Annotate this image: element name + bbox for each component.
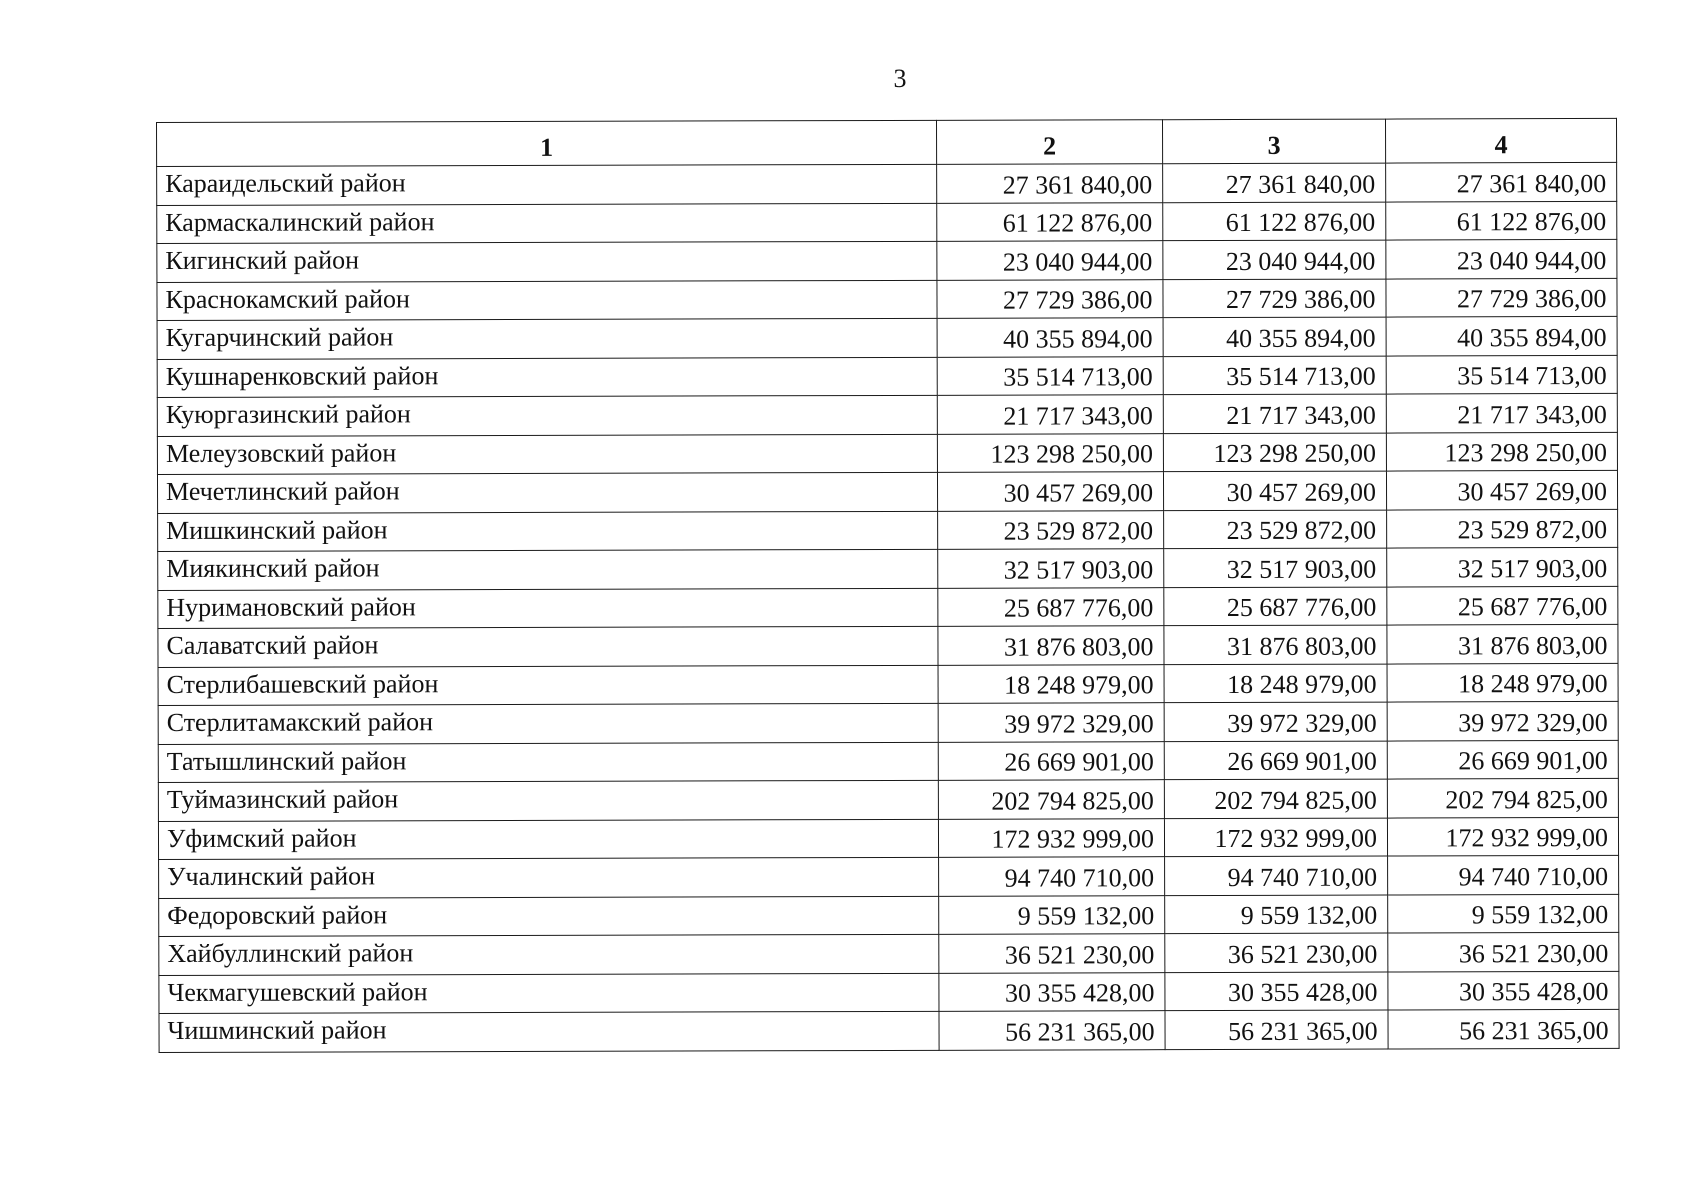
amount-cell-col4: 26 669 901,00: [1387, 740, 1618, 779]
table-container: [156, 118, 1619, 1053]
district-name-cell: Кугарчинский район: [157, 318, 937, 359]
amount-cell-col2: 123 298 250,00: [937, 433, 1163, 472]
amount-cell-col3: 61 122 876,00: [1163, 202, 1386, 241]
amount-cell-col3: 21 717 343,00: [1163, 394, 1386, 433]
amount-cell-col3: 31 876 803,00: [1164, 625, 1387, 664]
amount-cell-col2: 27 361 840,00: [937, 164, 1163, 203]
table-row: [157, 470, 1617, 513]
table-row: [157, 201, 1617, 244]
amount-cell-col3: 35 514 713,00: [1163, 356, 1386, 395]
amount-cell-col3: 39 972 329,00: [1164, 702, 1387, 741]
district-name-cell: Куюргазинский район: [157, 395, 937, 436]
amount-cell-col2: 18 248 979,00: [938, 664, 1164, 703]
amount-cell-col4: 27 729 386,00: [1386, 278, 1617, 317]
amount-cell-col4: 32 517 903,00: [1387, 547, 1618, 586]
amount-cell-col2: 202 794 825,00: [938, 780, 1164, 819]
amount-cell-col2: 32 517 903,00: [938, 549, 1164, 588]
amount-cell-col2: 9 559 132,00: [939, 895, 1165, 934]
amount-cell-col3: 36 521 230,00: [1165, 933, 1388, 972]
table-row: [157, 432, 1617, 475]
district-name-cell: Мишкинский район: [158, 511, 938, 552]
table-row: [158, 624, 1618, 667]
amount-cell-col3: 172 932 999,00: [1164, 818, 1387, 857]
amount-cell-col3: 26 669 901,00: [1164, 741, 1387, 780]
amount-cell-col2: 61 122 876,00: [937, 202, 1163, 241]
district-name-cell: Чишминский район: [159, 1011, 939, 1052]
amount-cell-col4: 18 248 979,00: [1387, 663, 1618, 702]
table-row: [157, 393, 1617, 436]
table-row: [159, 894, 1619, 937]
column-header-1: 1: [157, 120, 937, 166]
table-body: [157, 162, 1619, 1052]
district-amounts-table: [156, 118, 1620, 1053]
table-row: [158, 778, 1618, 821]
district-name-cell: Чекмагушевский район: [159, 973, 939, 1014]
district-name-cell: Краснокамский район: [157, 280, 937, 321]
table-row: [159, 932, 1619, 975]
amount-cell-col2: 31 876 803,00: [938, 626, 1164, 665]
column-header-3: 3: [1162, 119, 1385, 164]
amount-cell-col4: 25 687 776,00: [1387, 586, 1618, 625]
amount-cell-col3: 30 457 269,00: [1163, 471, 1386, 510]
amount-cell-col4: 23 529 872,00: [1387, 509, 1618, 548]
amount-cell-col4: 123 298 250,00: [1386, 432, 1617, 471]
district-name-cell: Салаватский район: [158, 626, 938, 667]
amount-cell-col3: 27 361 840,00: [1163, 163, 1386, 202]
amount-cell-col4: 40 355 894,00: [1386, 316, 1617, 355]
district-name-cell: Миякинский район: [158, 549, 938, 590]
district-name-cell: Уфимский район: [158, 819, 938, 860]
district-name-cell: Учалинский район: [159, 857, 939, 898]
amount-cell-col4: 23 040 944,00: [1386, 239, 1617, 278]
amount-cell-col2: 23 040 944,00: [937, 241, 1163, 280]
district-name-cell: Татышлинский район: [158, 742, 938, 783]
amount-cell-col2: 26 669 901,00: [938, 741, 1164, 780]
amount-cell-col2: 35 514 713,00: [937, 356, 1163, 395]
amount-cell-col4: 27 361 840,00: [1386, 162, 1617, 201]
table-header-row: [157, 118, 1617, 166]
amount-cell-col3: 27 729 386,00: [1163, 279, 1386, 318]
amount-cell-col4: 94 740 710,00: [1388, 855, 1619, 894]
amount-cell-col4: 56 231 365,00: [1388, 1009, 1619, 1048]
amount-cell-col3: 23 040 944,00: [1163, 240, 1386, 279]
district-name-cell: Федоровский район: [159, 896, 939, 937]
table-row: [158, 509, 1618, 552]
amount-cell-col2: 27 729 386,00: [937, 279, 1163, 318]
amount-cell-col3: 94 740 710,00: [1165, 856, 1388, 895]
amount-cell-col4: 39 972 329,00: [1387, 701, 1618, 740]
district-name-cell: Кушнаренковский район: [157, 357, 937, 398]
table-row: [157, 239, 1617, 282]
amount-cell-col2: 172 932 999,00: [938, 818, 1164, 857]
table-row: [157, 162, 1617, 205]
district-name-cell: Кармаскалинский район: [157, 203, 937, 244]
district-name-cell: Стерлибашевский район: [158, 665, 938, 706]
district-name-cell: Караидельский район: [157, 164, 937, 205]
amount-cell-col3: 123 298 250,00: [1163, 433, 1386, 472]
amount-cell-col3: 23 529 872,00: [1164, 510, 1387, 549]
amount-cell-col4: 31 876 803,00: [1387, 624, 1618, 663]
column-header-2: 2: [936, 120, 1162, 165]
column-header-4: 4: [1385, 118, 1616, 163]
amount-cell-col4: 30 355 428,00: [1388, 971, 1619, 1010]
amount-cell-col3: 9 559 132,00: [1165, 895, 1388, 934]
table-row: [158, 547, 1618, 590]
amount-cell-col4: 61 122 876,00: [1386, 201, 1617, 240]
table-row: [157, 316, 1617, 359]
amount-cell-col4: 172 932 999,00: [1387, 817, 1618, 856]
district-name-cell: Хайбуллинский район: [159, 934, 939, 975]
amount-cell-col4: 35 514 713,00: [1386, 355, 1617, 394]
amount-cell-col2: 40 355 894,00: [937, 318, 1163, 357]
district-name-cell: Нуримановский район: [158, 588, 938, 629]
amount-cell-col2: 39 972 329,00: [938, 703, 1164, 742]
amount-cell-col2: 94 740 710,00: [939, 857, 1165, 896]
amount-cell-col4: 202 794 825,00: [1387, 778, 1618, 817]
district-name-cell: Мелеузовский район: [157, 434, 937, 475]
amount-cell-col2: 23 529 872,00: [938, 510, 1164, 549]
table-row: [158, 740, 1618, 783]
table-row: [157, 355, 1617, 398]
table-row: [157, 278, 1617, 321]
table-row: [158, 586, 1618, 629]
district-name-cell: Туймазинский район: [158, 780, 938, 821]
amount-cell-col3: 40 355 894,00: [1163, 317, 1386, 356]
amount-cell-col3: 30 355 428,00: [1165, 972, 1388, 1011]
amount-cell-col3: 202 794 825,00: [1164, 779, 1387, 818]
table-row: [159, 1009, 1619, 1052]
table-row: [159, 971, 1619, 1014]
district-name-cell: Кигинский район: [157, 241, 937, 282]
amount-cell-col4: 9 559 132,00: [1388, 894, 1619, 933]
amount-cell-col3: 18 248 979,00: [1164, 664, 1387, 703]
amount-cell-col4: 21 717 343,00: [1386, 393, 1617, 432]
amount-cell-col2: 56 231 365,00: [939, 1011, 1165, 1050]
amount-cell-col4: 36 521 230,00: [1388, 932, 1619, 971]
page-number: 3: [893, 64, 907, 93]
amount-cell-col3: 56 231 365,00: [1165, 1010, 1388, 1049]
amount-cell-col2: 30 355 428,00: [939, 972, 1165, 1011]
table-row: [158, 817, 1618, 860]
amount-cell-col4: 30 457 269,00: [1386, 470, 1617, 509]
amount-cell-col2: 21 717 343,00: [937, 395, 1163, 434]
amount-cell-col2: 25 687 776,00: [938, 587, 1164, 626]
amount-cell-col3: 25 687 776,00: [1164, 587, 1387, 626]
amount-cell-col3: 32 517 903,00: [1164, 548, 1387, 587]
district-name-cell: Мечетлинский район: [157, 472, 937, 513]
amount-cell-col2: 30 457 269,00: [937, 472, 1163, 511]
district-name-cell: Стерлитамакский район: [158, 703, 938, 744]
table-row: [158, 701, 1618, 744]
amount-cell-col2: 36 521 230,00: [939, 934, 1165, 973]
table-row: [159, 855, 1619, 898]
table-row: [158, 663, 1618, 706]
